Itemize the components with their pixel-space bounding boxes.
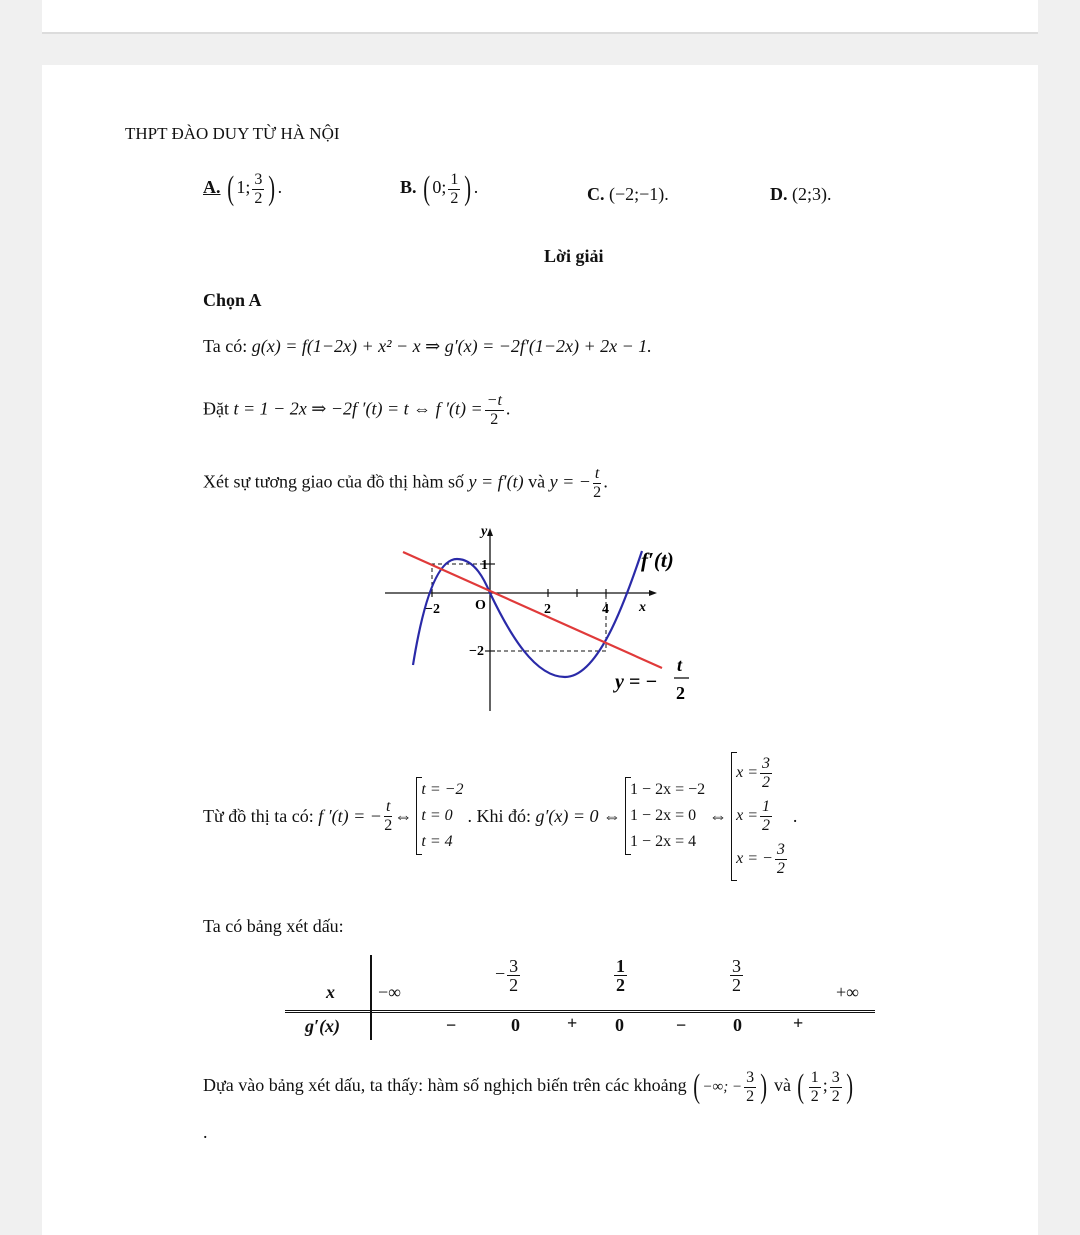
- option-d[interactable]: D. (2;3).: [770, 184, 832, 204]
- y-axis-arrow: [487, 528, 493, 536]
- y-axis-label: y: [481, 524, 488, 539]
- sign-cell: +: [793, 1013, 804, 1033]
- sign-cell: 0: [733, 1015, 742, 1035]
- sign-cell: −: [446, 1015, 457, 1035]
- option-a[interactable]: A. ( 1; $\frac{3}{2}$ ) .: [203, 170, 283, 207]
- equation-line-2: Đặt t = 1 − 2x ⇒ −2f ′(t) = t ⇔ f ′(t) = $\frac{-t}{2}$ .: [203, 392, 511, 428]
- sign-cell: −: [676, 1015, 687, 1035]
- function-graph: [385, 523, 695, 715]
- option-label: B.: [400, 177, 417, 198]
- x-tick-label: 4: [602, 602, 609, 617]
- y-tick-label: −2: [469, 644, 484, 659]
- solution-set-1-2x: 1 − 2x = −2 1 − 2x = 0 1 − 2x = 4: [625, 777, 705, 855]
- curve-label: f′(t): [641, 548, 674, 572]
- table-title: Ta có bảng xét dấu:: [203, 916, 344, 936]
- critical-point: $\frac{1}{2}$: [616, 956, 625, 995]
- fraction: $\frac{1}{2}$: [450, 170, 459, 207]
- sign-cell: 0: [511, 1015, 520, 1035]
- chosen-answer: Chọn A: [203, 290, 262, 310]
- option-label: A.: [203, 177, 221, 198]
- option-c[interactable]: C. (−2;−1).: [587, 184, 669, 204]
- y-tick-label: 1: [481, 558, 488, 573]
- top-strip: [42, 0, 1038, 34]
- critical-point: $\frac{3}{2}$: [732, 956, 741, 995]
- critical-point: − $\frac{3}{2}$: [495, 956, 519, 995]
- solution-set-t: t = −2 t = 0 t = 4: [416, 777, 463, 855]
- line-label: y = −: [615, 671, 658, 693]
- x-tick-label: −2: [425, 602, 440, 617]
- solution-title: Lời giải: [544, 246, 604, 266]
- neg-infinity: −∞: [378, 982, 401, 1002]
- origin-label: O: [475, 598, 486, 613]
- option-b[interactable]: B. ( 0; $\frac{1}{2}$ ) .: [400, 170, 479, 207]
- trailing-period: .: [203, 1122, 208, 1142]
- pos-infinity: +∞: [836, 982, 859, 1002]
- school-header: THPT ĐÀO DUY TỪ HÀ NỘI: [125, 124, 340, 143]
- x-axis-label: x: [639, 600, 646, 615]
- x-axis-arrow: [649, 590, 657, 596]
- fraction: $\frac{3}{2}$: [254, 170, 263, 207]
- line-label-den: 2: [676, 683, 685, 703]
- equation-line-3: Xét sự tương giao của đồ thị hàm số y = f′(t) và y = − $\frac{t}{2}$ .: [203, 465, 608, 501]
- equation-line-4: Từ đồ thị ta có: f ′(t) = − $\frac{t}{2}$ ⇔ t = −2 t = 0 t = 4 . Khi đó: g′(x) = 0 ⇔ 1 − 2x = −2 1 − 2x = 0 1 − 2x = 4 ⇔ x = $\frac{3}{2}$ x = $\frac{1}{2}$ x = − $\frac{3}{2}$ .: [203, 743, 797, 889]
- line-label-num: t: [677, 655, 683, 675]
- x-row-label: x: [326, 982, 335, 1002]
- g-row-label: g′(x): [305, 1016, 341, 1036]
- x-tick-label: 2: [544, 602, 551, 617]
- equation-line-1: Ta có: g(x) = f(1−2x) + x² − x ⇒ g′(x) = −2f′(1−2x) + 2x − 1.: [203, 336, 652, 356]
- sign-cell: 0: [615, 1015, 624, 1035]
- solution-set-x: x = $\frac{3}{2}$ x = $\frac{1}{2}$ x = − $\frac{3}{2}$: [731, 752, 789, 881]
- sign-cell: +: [567, 1013, 578, 1033]
- conclusion-line: Dựa vào bảng xét dấu, ta thấy: hàm số nghịch biến trên các khoảng ( −∞; − $\frac{3}{2}$ ) và ( $\frac{1}{2}$ ; $\frac{3}{2}$ ): [203, 1068, 853, 1105]
